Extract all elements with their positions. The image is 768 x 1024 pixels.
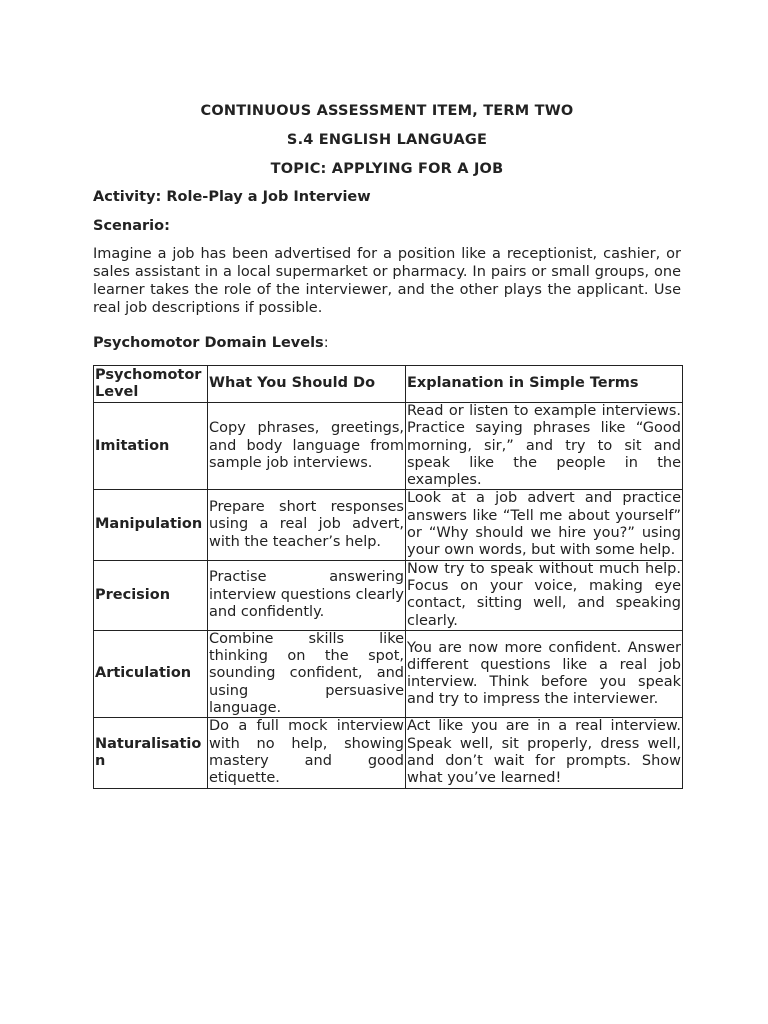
title-line-2: S.4 ENGLISH LANGUAGE bbox=[286, 132, 488, 148]
table-row bbox=[94, 560, 683, 630]
row-do: Copy phrases, greetings, and body language from sample job interviews. bbox=[208, 403, 406, 490]
row-explain: Look at a job advert and practice answers like “Tell me about yourself” or “Why should we hire you?” using your own words, but with some help. bbox=[407, 490, 681, 559]
row-level: Manipulation bbox=[94, 490, 208, 560]
row-explain: Act like you are in a real interview. Speak well, sit properly, dress well, and don’t wait for prompts. Show what you’ve learned! bbox=[407, 718, 681, 787]
title-line-1: CONTINUOUS ASSESSMENT ITEM, TERM TWO bbox=[200, 103, 574, 119]
row-explain: You are now more confident. Answer different questions like a real job interview. Think before you speak and try to impress the interviewer. bbox=[406, 630, 683, 717]
levels-heading bbox=[93, 333, 681, 353]
row-do: Prepare short responses using a real job advert, with the teacher’s help. bbox=[208, 490, 406, 560]
scenario-heading: Scenario: bbox=[93, 218, 170, 234]
table-row bbox=[94, 490, 683, 560]
header-explain: Explanation in Simple Terms bbox=[406, 366, 683, 403]
levels-heading-text: Psychomotor Domain Levels bbox=[93, 335, 324, 351]
document-page bbox=[93, 102, 681, 789]
table-row bbox=[94, 718, 683, 788]
row-do: Do a full mock interview with no help, showing mastery and good etiquette. bbox=[209, 718, 404, 787]
row-level: Imitation bbox=[94, 403, 208, 490]
table-header-row bbox=[94, 366, 683, 403]
row-do: Combine skills like thinking on the spot, sounding confident, and using persuasive language. bbox=[209, 630, 404, 717]
header-level: Psychomotor Level bbox=[94, 366, 208, 403]
row-level: Naturalisation bbox=[94, 718, 208, 788]
title-line-3: TOPIC: APPLYING FOR A JOB bbox=[270, 161, 504, 177]
table-row bbox=[94, 630, 683, 717]
row-level: Precision bbox=[94, 560, 208, 630]
row-level: Articulation bbox=[94, 630, 208, 717]
activity-heading: Activity: Role-Play a Job Interview bbox=[93, 189, 371, 205]
row-explain: Now try to speak without much help. Focus on your voice, making eye contact, sitting well, and speaking clearly. bbox=[407, 560, 681, 629]
row-do: Practise answering interview questions clearly and confidently. bbox=[208, 560, 406, 630]
row-explain: Read or listen to example interviews. Practice saying phrases like “Good morning, sir,” and try to sit and speak like the people in the examples. bbox=[407, 403, 681, 489]
scenario-text: Imagine a job has been advertised for a position like a receptionist, cashier, or sales assistant in a local supermarket or pharmacy. In pairs or small groups, one learner takes the role of the interviewer, and the other plays the applicant. Use real job descriptions if possible. bbox=[93, 246, 681, 316]
levels-heading-colon: : bbox=[323, 335, 329, 351]
table-row bbox=[94, 403, 683, 490]
header-do: What You Should Do bbox=[208, 366, 406, 403]
psychomotor-table bbox=[93, 365, 683, 789]
